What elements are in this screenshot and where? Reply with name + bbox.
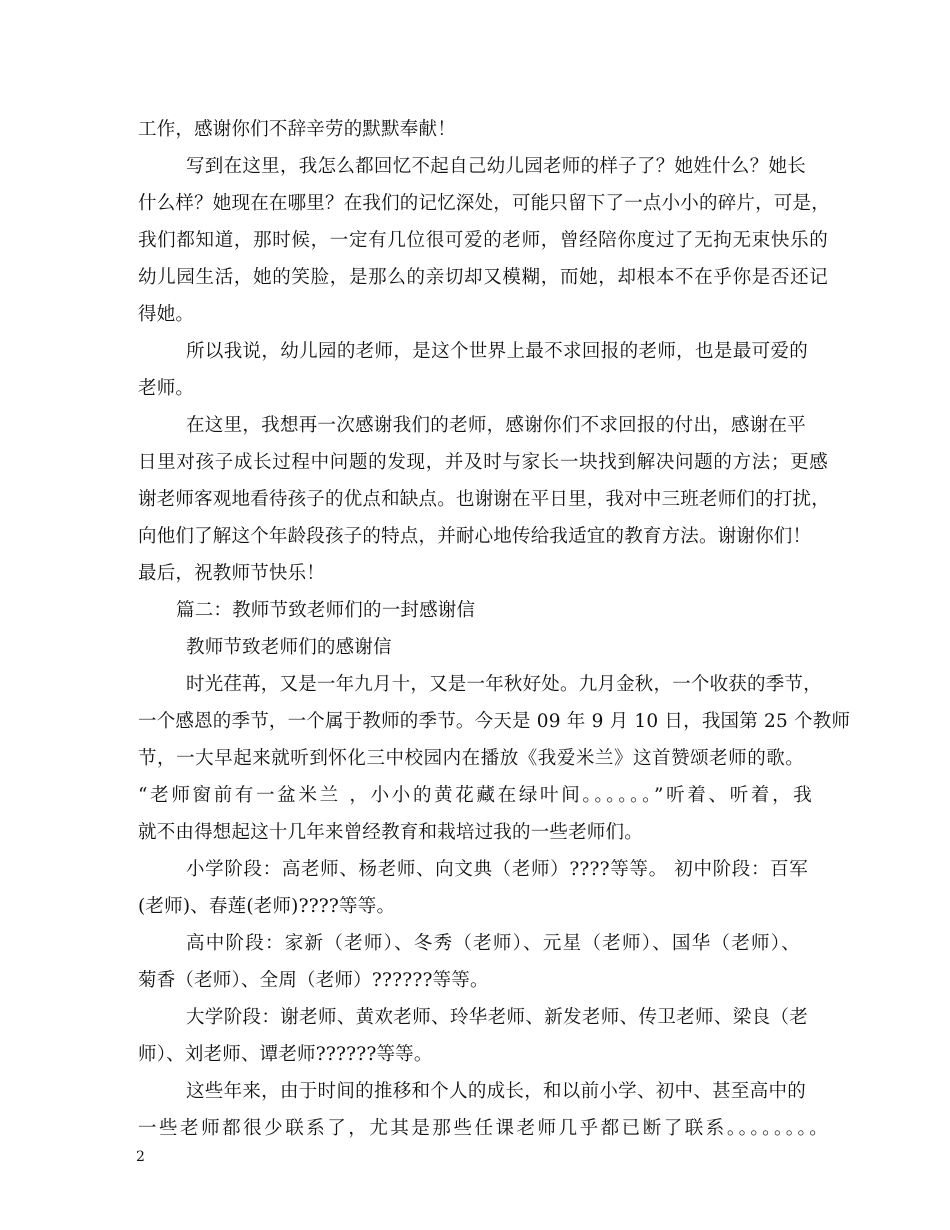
- text-line-25: 大学阶段：谢老师、黄欢老师、玲华老师、新发老师、传卫老师、梁良（老: [186, 1007, 808, 1028]
- text-line-6: 得她。: [138, 304, 195, 325]
- text-line-20: 就不由得想起这十几年来曾经教育和栽培过我的一些老师们。: [138, 822, 643, 843]
- text-line-28: 一些老师都很少联系了，尤其是那些任课老师几乎都已断了联系。。。。。。。。: [138, 1118, 828, 1139]
- text-line-16: 时光荏苒，又是一年九月十，又是一年秋好处。九月金秋，一个收获的季节，: [186, 674, 822, 695]
- text-line-7: 所以我说，幼儿园的老师，是这个世界上最不求回报的老师，也是最可爱的: [186, 341, 808, 362]
- text-line-10: 日里对孩子成长过程中问题的发现，并及时与家长一块找到解决问题的方法；更感: [138, 452, 828, 473]
- text-line-4: 我们都知道，那时候，一定有几位很可爱的老师，曾经陪你度过了无拘无束快乐的: [138, 230, 828, 251]
- text-line-26: 师）、刘老师、谭老师??????等等。: [138, 1044, 433, 1065]
- text-line-22: (老师)、春莲(老师)????等等。: [138, 896, 396, 917]
- text-line-21: 小学阶段：高老师、杨老师、向文典（老师）????等等。 初中阶段：百军: [186, 859, 808, 880]
- text-line-13: 最后，祝教师节快乐！: [138, 563, 326, 584]
- text-line-19: “老师窗前有一盆米兰 ，小小的黄花藏在绿叶间。。。。。。”听着、听着，我: [138, 785, 812, 806]
- text-line-9: 在这里，我想再一次感谢我们的老师，感谢你们不求回报的付出，感谢在平: [186, 415, 806, 436]
- text-line-27: 这些年来，由于时间的推移和个人的成长，和以前小学、初中、甚至高中的: [186, 1081, 806, 1102]
- letter-title: 教师节致老师们的感谢信: [186, 637, 392, 658]
- text-line-1: 工作，感谢你们不辞辛劳的默默奉献！: [138, 119, 456, 140]
- text-line-12: 向他们了解这个年龄段孩子的特点，并耐心地传给我适宜的教育方法。谢谢你们！: [138, 526, 812, 547]
- text-line-5: 幼儿园生活，她的笑脸，是那么的亲切却又模糊，而她，却根本不在乎你是否还记: [138, 267, 828, 288]
- text-line-17: 一个感恩的季节，一个属于教师的季节。今天是 09 年 9 月 10 日，我国第 25 个教师: [138, 711, 851, 732]
- page-number: 2: [136, 1149, 145, 1165]
- section-heading: 篇二：教师节致老师们的一封感谢信: [176, 600, 476, 621]
- text-line-8: 老师。: [138, 378, 195, 399]
- text-line-11: 谢老师客观地看待孩子的优点和缺点。也谢谢在平日里，我对中三班老师们的打扰，: [138, 489, 830, 510]
- text-line-3: 什么样？她现在在哪里？在我们的记忆深处，可能只留下了一点小小的碎片，可是，: [138, 193, 830, 214]
- text-line-2: 写到在这里，我怎么都回忆不起自己幼儿园老师的样子了？她姓什么？她长: [186, 156, 806, 177]
- text-line-24: 菊香（老师）、全周（老师）??????等等。: [138, 970, 489, 991]
- text-line-18: 节，一大早起来就听到怀化三中校园内在播放《我爱米兰》这首赞颂老师的歌。: [138, 748, 804, 769]
- text-line-23: 高中阶段：家新（老师）、冬秀（老师）、元星（老师）、国华（老师）、: [186, 933, 800, 954]
